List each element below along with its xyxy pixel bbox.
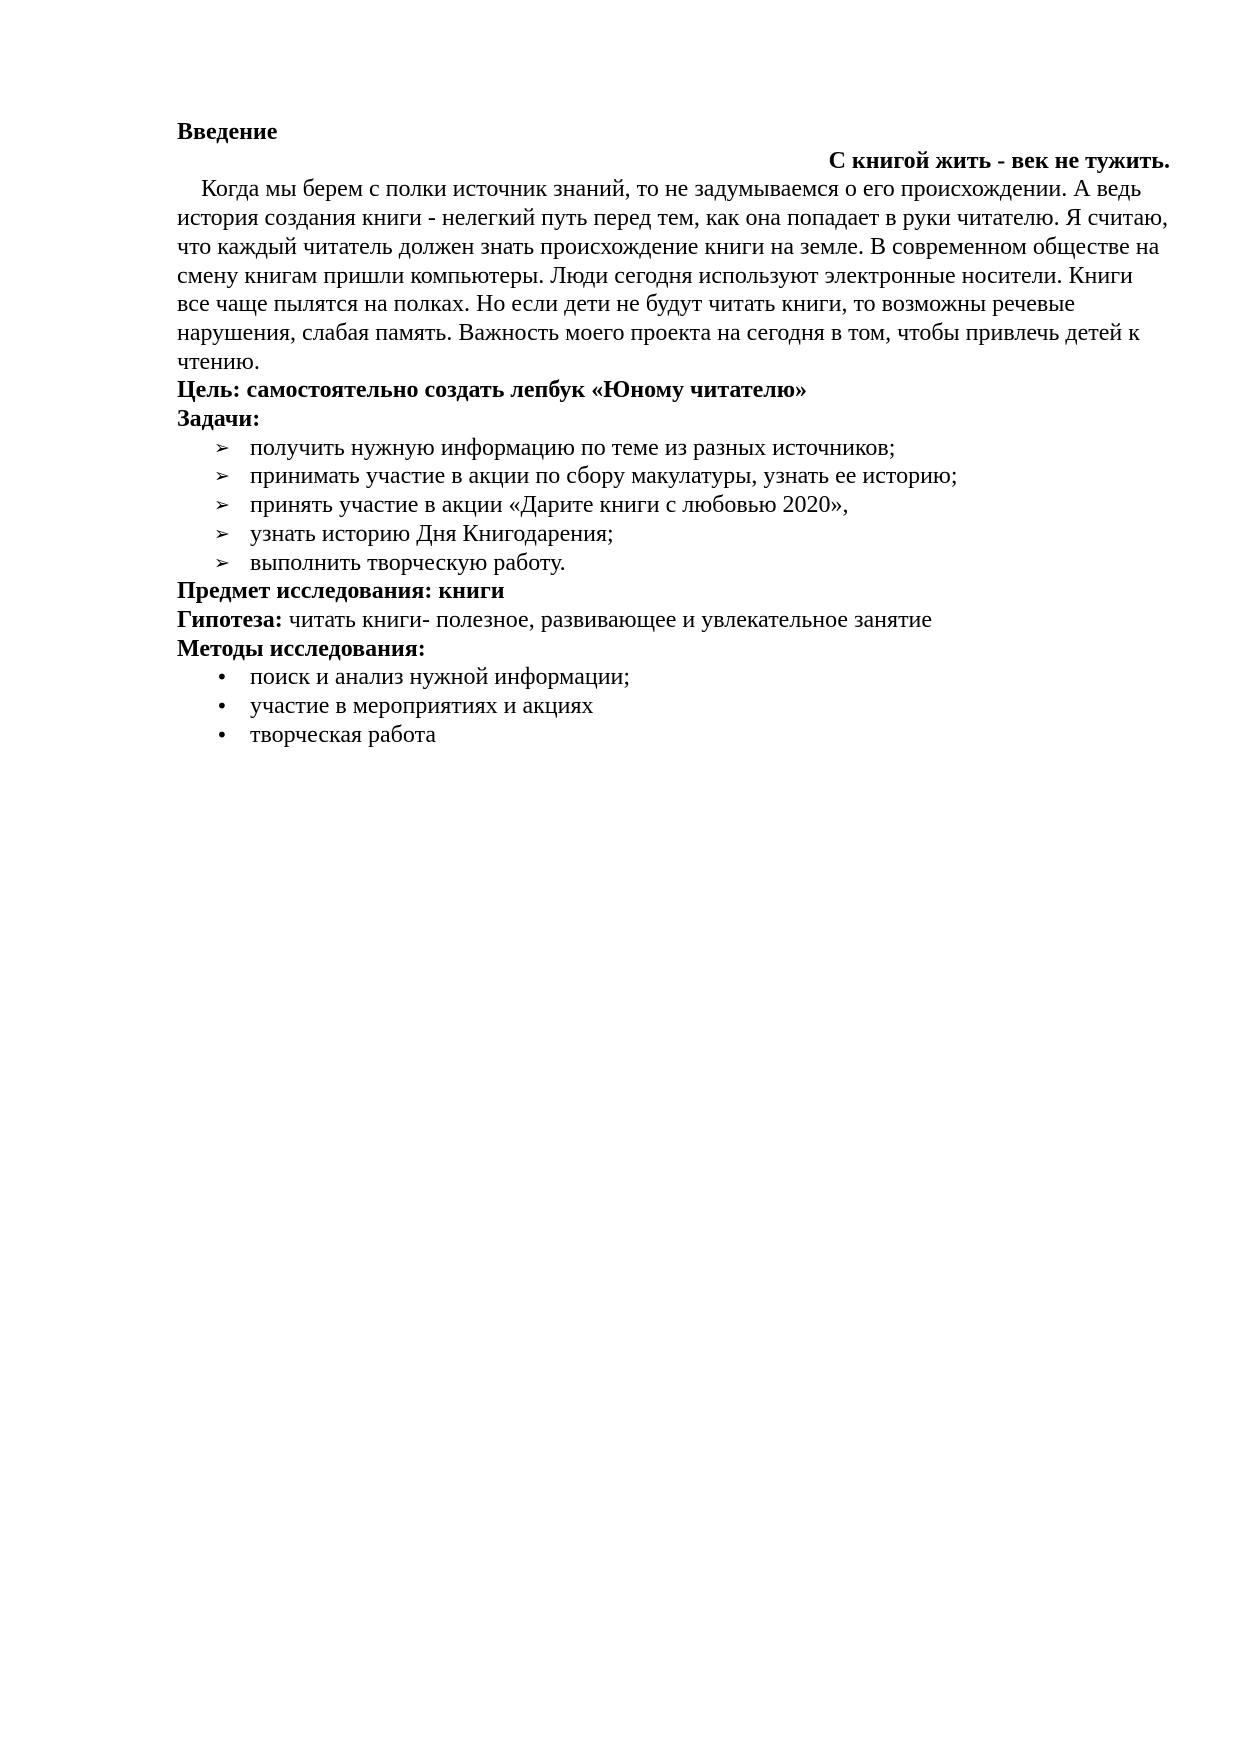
- task-text: выполнить творческую работу.: [250, 549, 566, 576]
- list-item: [177, 721, 1170, 750]
- task-text: принимать участие в акции по сбору макулатуры, узнать ее историю;: [250, 463, 958, 490]
- list-item: [177, 434, 1170, 463]
- task-text: узнать историю Дня Книгодарения;: [250, 520, 614, 547]
- arrowhead-bullet-icon: ➢: [214, 436, 230, 459]
- document-body: [177, 118, 1170, 749]
- hypothesis-text: читать книги- полезное, развивающее и увлекательное занятие: [282, 606, 933, 633]
- task-text: получить нужную информацию по теме из разных источников;: [250, 434, 896, 461]
- arrowhead-bullet-icon: ➢: [214, 494, 230, 517]
- hypothesis-label: Гипотеза:: [177, 606, 283, 633]
- intro-paragraph: Когда мы берем с полки источник знаний, то не задумываемся о его происхождении. А ведь история создания книги - нелегкий путь перед тем, как она попадает в руки читателю. Я считаю, что каждый читатель должен знать происхождение книги на земле. В современном обществе на смену книгам пришли компьютеры. Люди сегодня используют электронные носители. Книги все чаще пылятся на полках. Но если дети не будут читать книги, то возможны речевые нарушения, слабая память. Важность моего проекта на сегодня в том, чтобы привлечь детей к чтению.: [177, 176, 1169, 375]
- dot-bullet-icon: •: [216, 665, 228, 690]
- method-text: участие в мероприятиях и акциях: [250, 693, 594, 720]
- dot-bullet-icon: •: [216, 694, 228, 719]
- arrowhead-bullet-icon: ➢: [214, 522, 230, 545]
- arrowhead-bullet-icon: ➢: [214, 465, 230, 488]
- tasks-heading: Задачи:: [177, 406, 261, 433]
- dot-bullet-icon: •: [216, 722, 228, 747]
- list-item: [177, 549, 1170, 578]
- method-text: поиск и анализ нужной информации;: [250, 664, 631, 691]
- hypothesis-line: [177, 606, 1170, 635]
- task-text: принять участие в акции «Дарите книги с любовью 2020»,: [250, 492, 849, 519]
- method-text: творческая работа: [250, 721, 436, 748]
- arrowhead-bullet-icon: ➢: [214, 551, 230, 574]
- epigraph: С книгой жить - век не тужить.: [828, 147, 1170, 174]
- list-item: [177, 491, 1170, 520]
- methods-heading: Методы исследования:: [177, 635, 426, 662]
- list-item: [177, 462, 1170, 491]
- subject-line: Предмет исследования: книги: [177, 578, 505, 605]
- list-item: [177, 663, 1170, 692]
- list-item: [177, 692, 1170, 721]
- list-item: [177, 520, 1170, 549]
- methods-list: [177, 663, 1170, 749]
- tasks-list: [177, 434, 1170, 578]
- goal-line: Цель: самостоятельно создать лепбук «Юному читателю»: [177, 377, 808, 404]
- section-title: Введение: [177, 119, 278, 145]
